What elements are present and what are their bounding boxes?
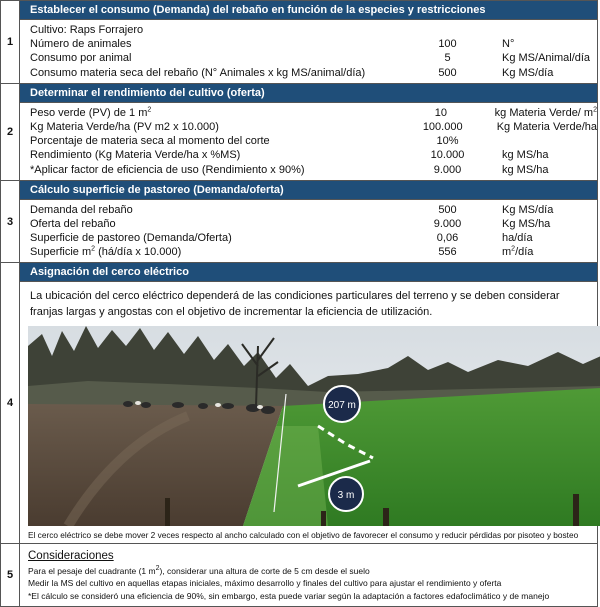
field-photo — [28, 326, 600, 526]
data-row — [30, 217, 597, 231]
row-unit: kg MS/ha — [502, 149, 549, 162]
label-3m — [329, 477, 363, 511]
data-row — [30, 66, 597, 80]
section-header: Asignación del cerco eléctrico — [20, 263, 597, 282]
pasture-illustration — [28, 326, 600, 526]
row-value: 0,06 — [436, 232, 459, 245]
label-207m — [324, 386, 360, 422]
row-label: Número de animales — [30, 38, 132, 51]
row-label: *Aplicar factor de eficiencia de uso (Rendimiento x 90%) — [30, 163, 305, 176]
row-label: Cultivo: Raps Forrajero — [30, 24, 144, 36]
row-value: 556 — [438, 246, 457, 259]
photo-caption: El cerco eléctrico se debe mover 2 veces respecto al ancho calculado con el objetivo de favorecer el consumo y reducir pérdidas por pisoteo y bosteo — [28, 530, 579, 541]
consideration-line: *El cálculo se consideró una eficiencia de 90%, sin embargo, esta puede variar según la adaptación a factores edafoclimático y de manejo — [28, 590, 550, 601]
row-unit: Kg MS/día — [502, 66, 554, 79]
row-label: Oferta del rebaño — [30, 217, 116, 230]
section-number: 5 — [1, 544, 20, 607]
considerations-title: Consideraciones — [28, 550, 114, 563]
data-row — [30, 106, 597, 120]
section-2 — [1, 83, 598, 180]
grazed-strip — [28, 404, 283, 526]
section-1 — [1, 1, 598, 84]
section-paragraph: La ubicación del cerco eléctrico dependerá de las condiciones particulares del terreno y se deben considerar franjas largas y angostas con el objetivo de incrementar la eficiencia de utilización. — [30, 290, 560, 319]
data-row — [30, 245, 597, 259]
row-unit: kg MS/ha — [502, 163, 549, 176]
row-value: 500 — [438, 66, 457, 79]
data-row — [30, 37, 597, 51]
svg-text:207 m: 207 m — [328, 400, 356, 412]
section-rows — [20, 200, 597, 263]
row-label: Kg Materia Verde/ha (PV m2 x 10.000) — [30, 120, 219, 133]
row-unit — [490, 23, 502, 37]
section-4 — [1, 263, 598, 544]
fence-post — [165, 498, 170, 526]
row-unit: Kg MS/Animal/día — [502, 52, 591, 65]
section-rows — [20, 103, 597, 180]
row-value: 9.000 — [433, 217, 462, 230]
section-header: Determinar el rendimiento del cultivo (oferta) — [20, 84, 597, 103]
row-unit: ha/día — [502, 232, 533, 245]
row-label: Consumo materia seca del rebaño (N° Animales x kg MS/animal/día) — [30, 66, 366, 79]
row-unit: Kg MS/día — [502, 203, 554, 216]
svg-text:3 m: 3 m — [337, 490, 355, 502]
row-value — [405, 23, 490, 37]
fence-post — [573, 494, 579, 526]
section-header: Cálculo superficie de pastoreo (Demanda/oferta) — [20, 181, 597, 200]
row-value: 100 — [438, 38, 457, 51]
row-value: 10.000 — [430, 149, 465, 162]
fence-post — [321, 511, 326, 526]
data-row — [30, 163, 597, 177]
section-3 — [1, 180, 598, 263]
data-row — [30, 120, 597, 134]
row-value: 500 — [438, 203, 457, 216]
row-value: 10% — [436, 135, 459, 148]
row-label: Porcentaje de materia seca al momento del corte — [30, 135, 270, 148]
data-row — [30, 231, 597, 245]
data-row — [30, 23, 597, 37]
consideration-line: Medir la MS del cultivo en aquellas etapas iniciales, máximo desarrollo y finales del cultivo para ajustar el rendimiento y oferta — [28, 578, 502, 589]
row-unit: kg Materia Verde/ $m^2$ — [494, 106, 597, 119]
consideration-line: Para el pesaje del cuadrante (1 $m^2$), considerar una altura de corte de 5 cm desde el suelo — [28, 565, 370, 576]
row-value: 100.000 — [422, 120, 463, 133]
row-unit: N° — [502, 38, 515, 51]
row-value: 5 — [444, 52, 451, 65]
row-label: Superficie $m^2$ (há/día x 10.000) — [30, 245, 182, 259]
section-number: 2 — [1, 83, 20, 180]
row-label: Demanda del rebaño — [30, 203, 133, 216]
row-label: Superficie de pastoreo (Demanda/Oferta) — [30, 232, 232, 245]
row-label: Peso verde (PV) de 1 $m^2$ — [30, 106, 152, 119]
row-unit: Kg Materia Verde/ha — [496, 120, 597, 133]
row-unit: Kg MS/ha — [502, 217, 551, 230]
data-row — [30, 134, 597, 148]
section-rows — [20, 20, 597, 83]
row-label: Consumo por animal — [30, 52, 132, 65]
considerations — [20, 544, 597, 606]
section-header: Establecer el consumo (Demanda) del rebaño en función de la especies y restricciones — [20, 1, 597, 20]
row-value: 9.000 — [433, 163, 462, 176]
section-5 — [1, 544, 598, 607]
data-row — [30, 203, 597, 217]
row-unit: $m^2$/día — [502, 245, 534, 259]
data-row — [30, 148, 597, 162]
row-label: Rendimiento (Kg Materia Verde/ha x %MS) — [30, 149, 241, 162]
section-number: 4 — [1, 263, 20, 544]
section-number: 1 — [1, 1, 20, 84]
section-number: 3 — [1, 180, 20, 263]
data-row — [30, 51, 597, 65]
row-value: 10 — [434, 106, 447, 119]
fence-post — [383, 508, 389, 526]
row-unit — [490, 134, 502, 148]
